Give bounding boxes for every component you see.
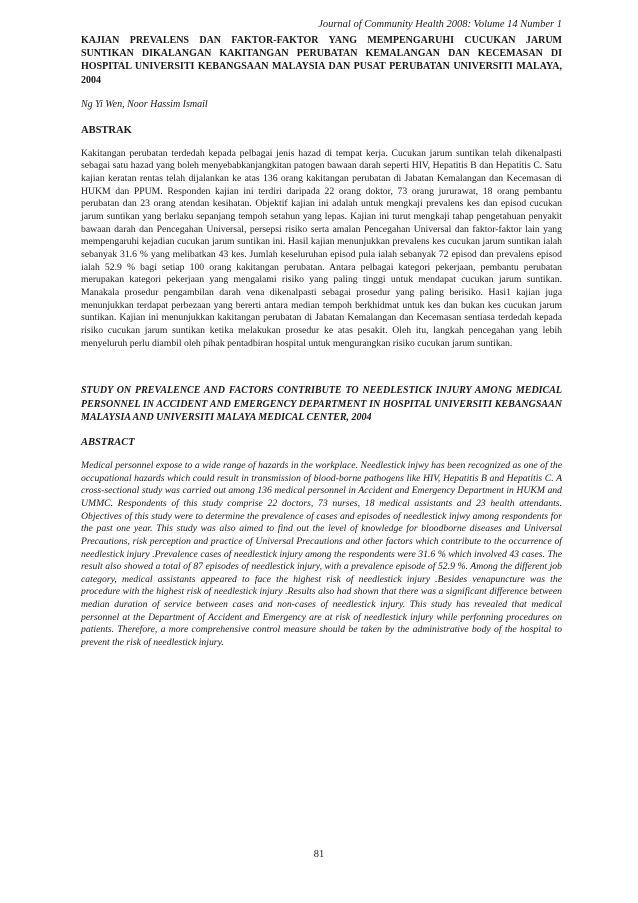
authors: Ng Yi Wen, Noor Hassim Ismail — [81, 98, 208, 110]
abstrak-heading: ABSTRAK — [81, 124, 132, 136]
abstract-body: Medical personnel expose to a wide range of hazards in the workplace. Needlestick injwy has been recognized as one of the occupational hazards which could result in transmission of blood-borne pathogens like HIV, Hepatitis B and Hepatitis C. A cross-sectional study was carried out among 136 medical personnel in Accident and Emergency Department in HUKM and UMMC. Respondents of this study comprise 22 doctors, 73 nurses, 18 medical assistants and 23 health attendants. Objectives of this study were to determine the prevalence of cases and episodes of needlestick injwy among respondents for the past one year. This study was also aimed to find out the level of knowledge for bloodborne diseases and Universal Precautions, risk perception and practice of Universal Precautions and other factors which contribute to the occurrence of needlestick injury .Prevalence cases of needlestick injury among the respondents were 31.6 % which involved 43 cases. The result also showed a total of 87 episodes of needlestick injury, with a prevalence episode of 52.9 %. Among the different job category, medical assistants appeared to face the highest risk of needlestick injury .Besides venapuncture was the procedure with the highest risk of needlestick injury .Results also had shown that there was a significant difference between median duration of service between cases and non-cases of needlestick injury. This study has revealed that medical personnel at the Department of Accident and Emergency are at risk of needlestick injury while perfonning procedures on patients. Therefore, a more comprehensive control measure should be taken by the administrative body of the hospital to prevent the risk of needlestick injury. — [81, 459, 562, 649]
article-page — [81, 18, 562, 650]
page-number: 81 — [313, 849, 325, 860]
abstrak-body: Kakitangan perubatan terdedah kepada pelbagai jenis hazad di tempat kerja. Cucukan jarum suntikan telah dikenalpasti sebagai satu hazad yang boleh menyebabkanjangkitan patogen bawaan darah seperti HIV, Hepatitis B dan Hepatitis C. Satu kajian keratan rentas telah dijalankan ke atas 136 orang kakitangan perubatan di Jabatan Kemalangan dan Kecemasan di HUKM dan PPUM. Responden kajian ini terdiri daripada 22 orang doktor, 73 orang jururawat, 18 orang pembantu perubatan dan 23 orang atendan kesihatan. Objektif kajian ini adalah untuk mengkaji prevalens kes dan episod cucukan jarum suntikan yang berlaku sepanjang tempoh setahun yang lepas. Kajian ini turut mengkaji tahap pengetahuan penyakit bawaan darah dan Pencegahan Universal, persepsi risiko serta amalan Pencegahan Universal dan faktor-faktor lain yang mempengaruhi kejadian cucukan jarum suntikan ini. Hasil kajian menunjukkan prevalens kes cucukan jarum suntikan ialah sebanyak 31.6 % yang melibatkan 43 kes. Jumlah keseluruhan episod pula ialah sebanyak 72 episod dan prevalens episod ialah 52.9 % bagi setiap 100 orang kakitangan perubatan. Antara pelbagai kategori pekerjaan, pembantu perubatan merupakan kategori pekerjaan yang mengalami risiko yang paling tinggi untuk mendapat cucukan jarum suntikan. Manakala prosedur pengambilan darah vena dikenalpasti sebagai prosedur yang paling berisiko. Hasi1 kajian juga menunjukkan terdapat perbezaan yang bererti antara median tempoh berkhidmat untuk kes dan bukan kes cucukan jarum suntikan. Kajian ini menunjukkan kakitangan perubatan di Jabatan Kemalangan dan Kecemasan sentiasa terdedah kepada risiko cucukan jarum suntikan ketika melakukan prosedur ke atas pesakit. Oleh itu, langkah pencegahan yang lebih menyeluruh perlu diambil oleh pihak pentadbiran hospital untuk mengurangkan risiko cucukan jarum suntikan. — [81, 147, 562, 349]
running-head: Journal of Community Health 2008: Volume 14 Number 1 — [318, 19, 562, 30]
article-title-malay: KAJIAN PREVALENS DAN FAKTOR-FAKTOR YANG MEMPENGARUHI CUCUKAN JARUM SUNTIKAN DIKALANGAN KAKITANGAN PERUBATAN KEMALANGAN DAN KECEMASAN DI HOSPITAL UNIVERSITI KEBANGSAAN MALAYSIA DAN PUSAT PERUBATAN UNIVERSITI MALAYA, 2004 — [81, 35, 562, 86]
article-title-english: STUDY ON PREVALENCE AND FACTORS CONTRIBUTE TO NEEDLESTICK INJURY AMONG MEDICAL PERSONNEL IN ACCIDENT AND EMERGENCY DEPARTMENT IN HOSPITAL UNIVERSITI KEBANGSAAN MALAYSIA AND UNIVERSITI MALAYA MEDICAL CENTER, 2004 — [81, 385, 562, 423]
abstract-heading: ABSTRACT — [81, 436, 135, 448]
